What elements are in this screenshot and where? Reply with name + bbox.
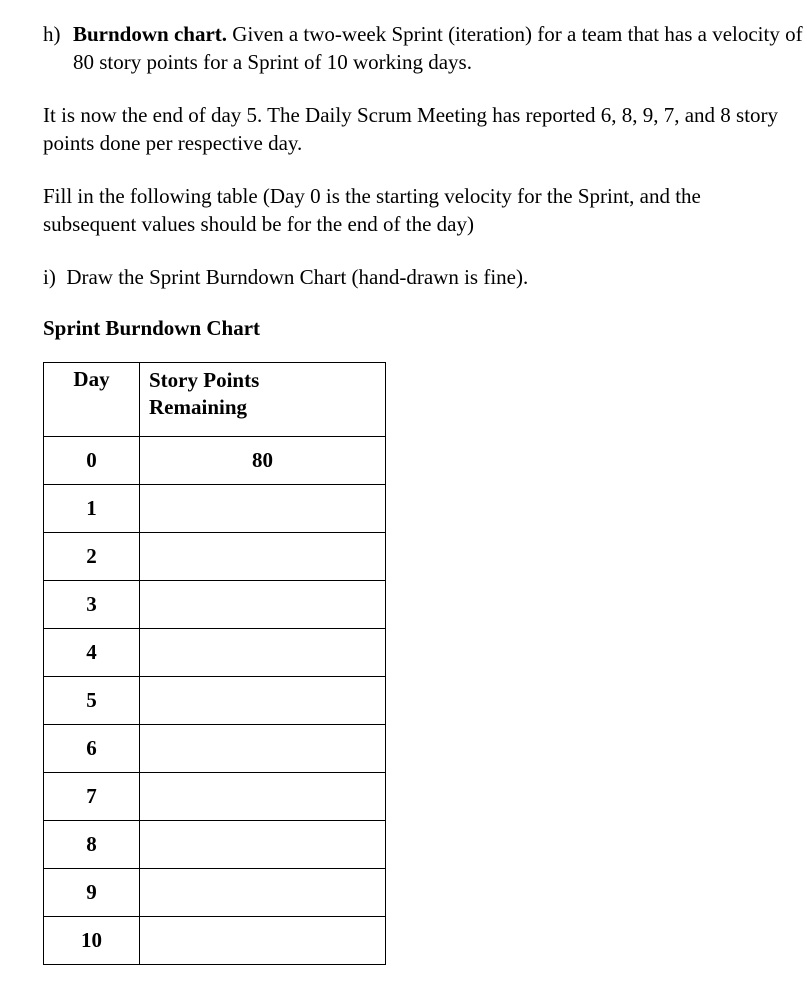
table-header-row [44, 363, 386, 437]
header-points-line1: Story Points [149, 368, 260, 392]
day-cell: 10 [44, 917, 140, 965]
points-cell[interactable] [140, 581, 386, 629]
table-row [44, 773, 386, 821]
question-i-label: i) [43, 265, 56, 289]
header-points-line2: Remaining [149, 395, 248, 419]
points-cell[interactable] [140, 725, 386, 773]
question-i-text: Draw the Sprint Burndown Chart (hand-drawn is fine). [66, 265, 529, 289]
points-cell[interactable] [140, 773, 386, 821]
header-story-points [140, 363, 386, 437]
table-row [44, 629, 386, 677]
points-cell[interactable]: 80 [140, 437, 386, 485]
day-cell: 7 [44, 773, 140, 821]
question-h-title: Burndown chart. [73, 22, 228, 46]
table-row [44, 533, 386, 581]
header-day: Day [44, 363, 140, 437]
instructions-paragraph: Fill in the following table (Day 0 is the starting velocity for the Sprint, and the subsequent values should be for the end of the day) [43, 184, 701, 236]
table-row [44, 821, 386, 869]
day-cell: 3 [44, 581, 140, 629]
table-body [44, 437, 386, 965]
day-cell: 8 [44, 821, 140, 869]
points-cell[interactable] [140, 821, 386, 869]
chart-title: Sprint Burndown Chart [43, 316, 261, 340]
day-cell: 1 [44, 485, 140, 533]
question-h-label: h) [43, 22, 61, 46]
points-cell[interactable] [140, 533, 386, 581]
day-cell: 9 [44, 869, 140, 917]
day-cell: 6 [44, 725, 140, 773]
day-cell: 0 [44, 437, 140, 485]
table-row [44, 485, 386, 533]
points-cell[interactable] [140, 869, 386, 917]
table-row [44, 581, 386, 629]
table-row [44, 869, 386, 917]
table-row [44, 437, 386, 485]
table-row [44, 677, 386, 725]
day-cell: 2 [44, 533, 140, 581]
burndown-table [43, 362, 386, 965]
day-cell: 4 [44, 629, 140, 677]
status-paragraph: It is now the end of day 5. The Daily Scrum Meeting has reported 6, 8, 9, 7, and 8 story points done per respective day. [43, 103, 779, 155]
points-cell[interactable] [140, 917, 386, 965]
question-h-text: Given a two-week Sprint (iteration) for a team that has a velocity of 80 story points for a Sprint of 10 working days. [73, 22, 803, 74]
points-cell[interactable] [140, 677, 386, 725]
question-i [43, 263, 783, 291]
table-row [44, 917, 386, 965]
day-cell: 5 [44, 677, 140, 725]
points-cell[interactable] [140, 629, 386, 677]
question-h [43, 20, 807, 76]
points-cell[interactable] [140, 485, 386, 533]
table-row [44, 725, 386, 773]
